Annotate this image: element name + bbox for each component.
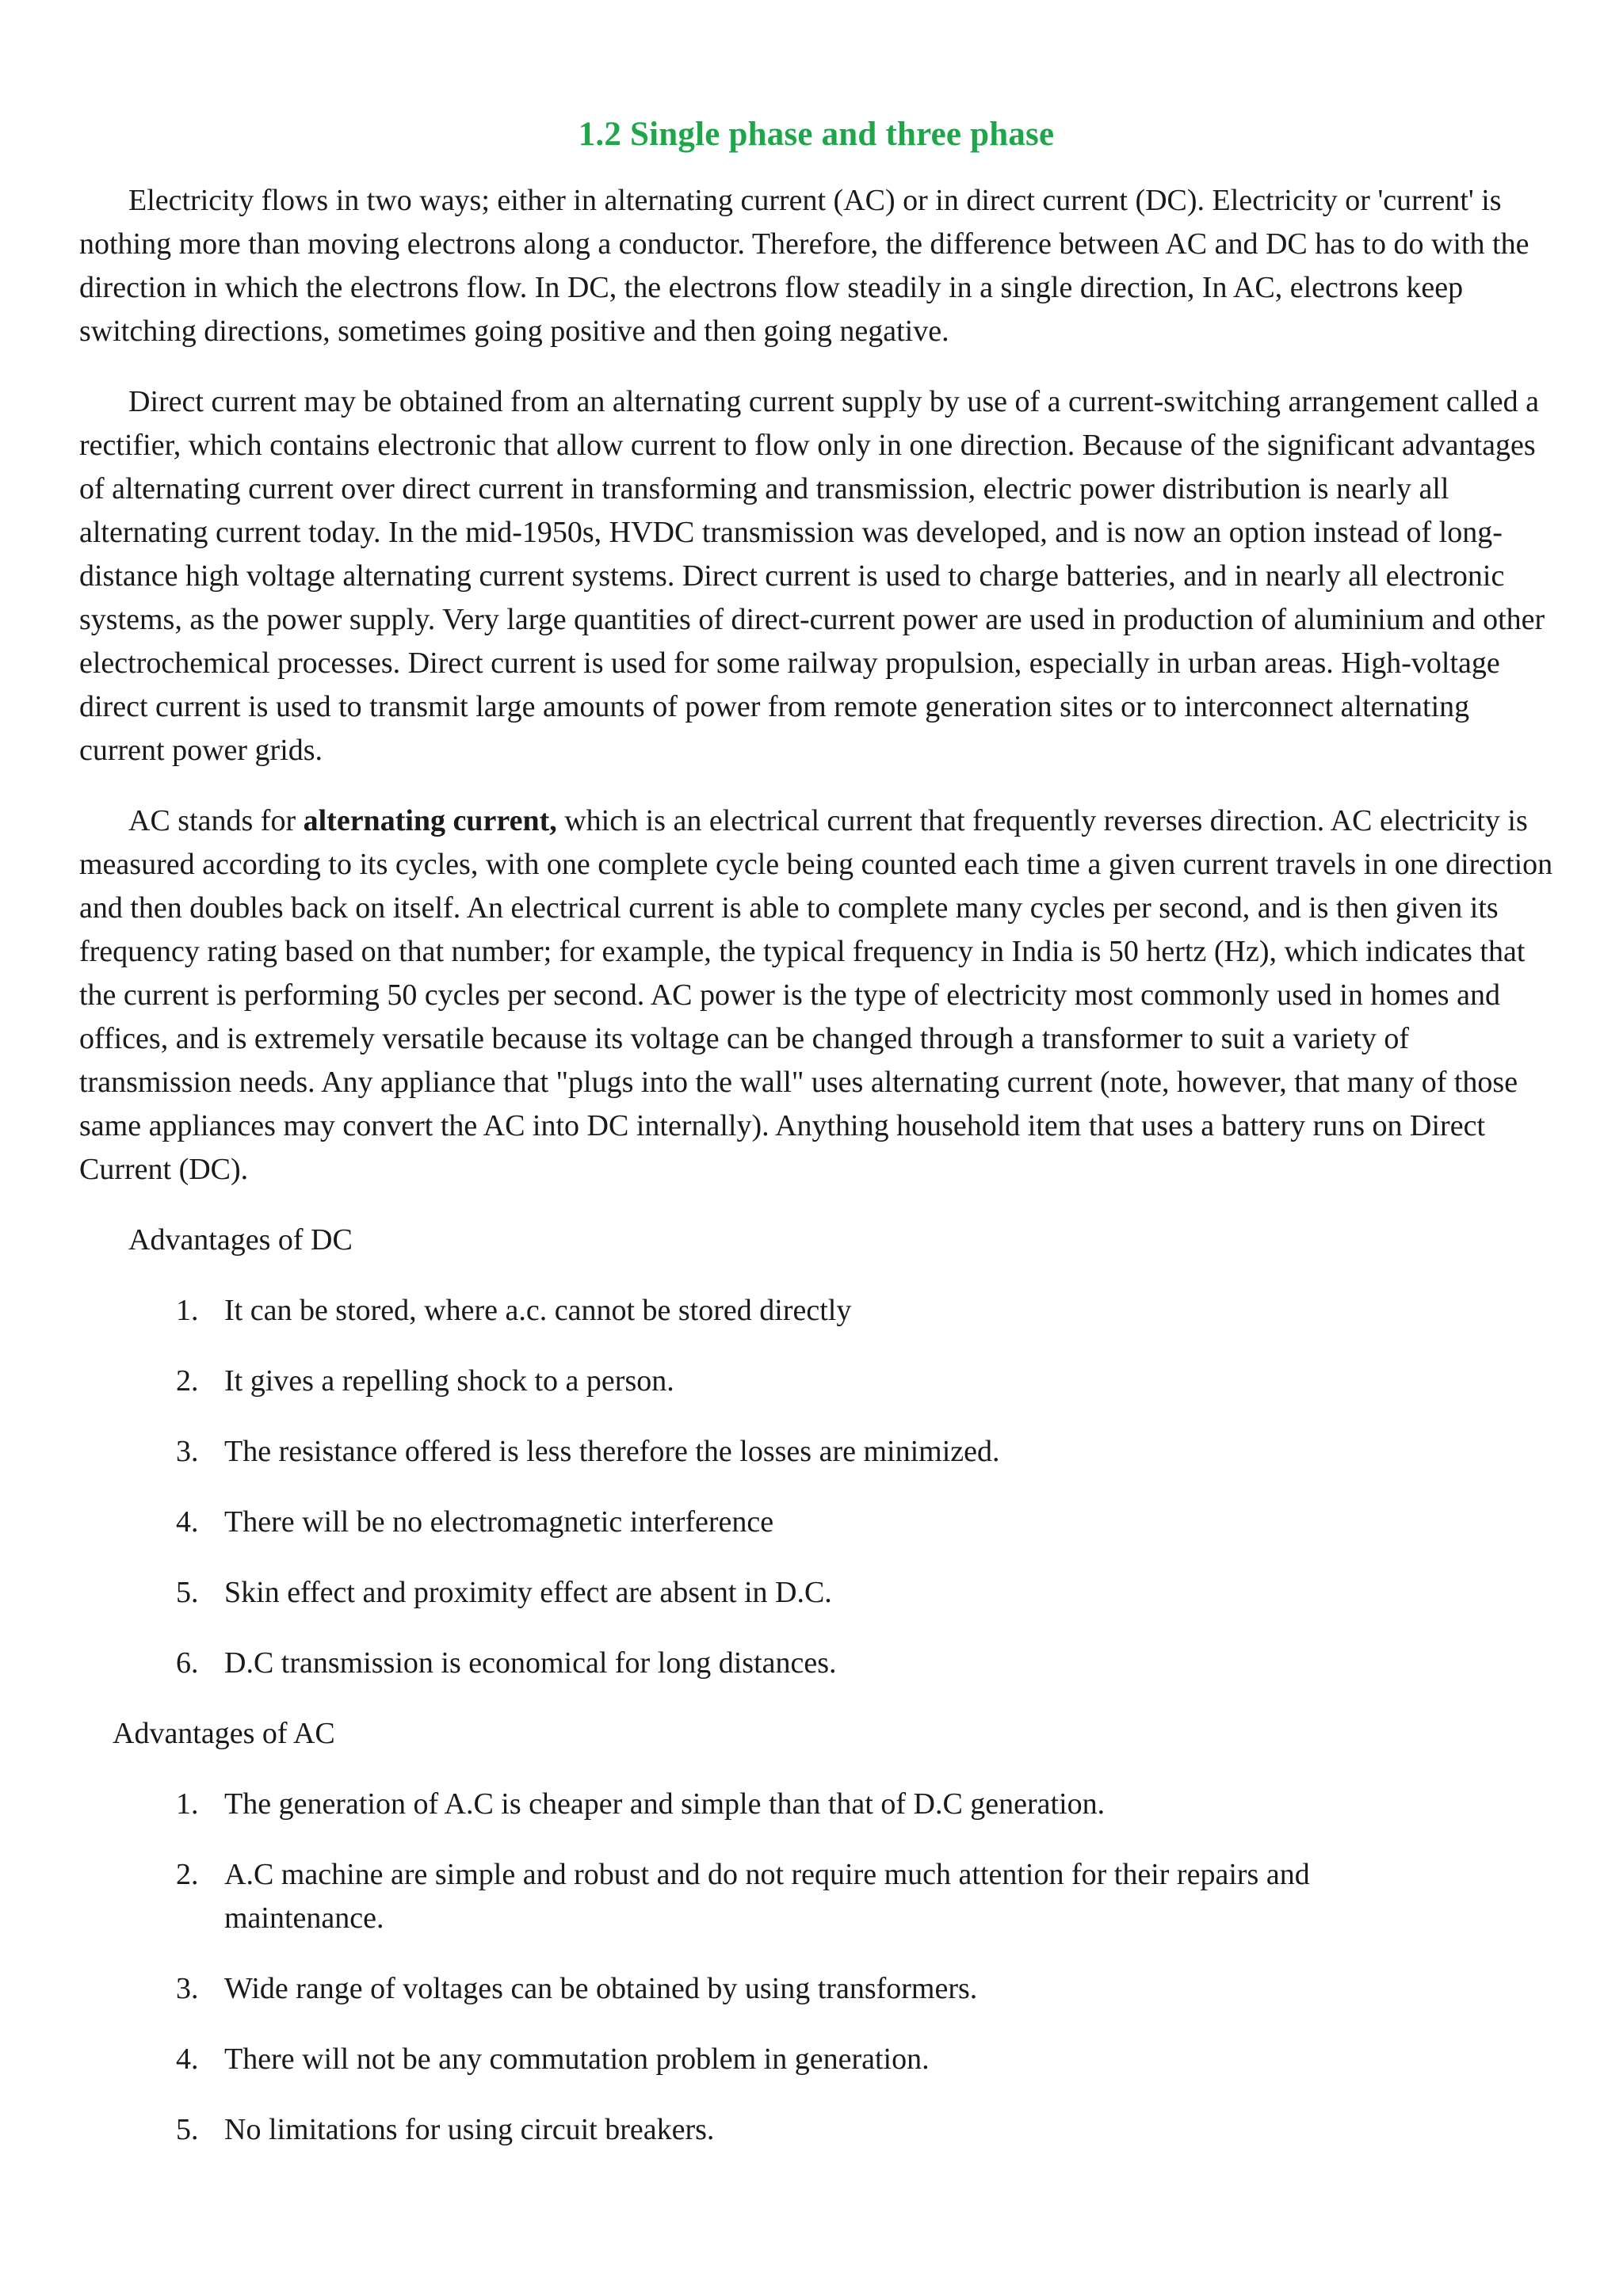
document-page	[79, 111, 1553, 2179]
list-number: 1.	[176, 1294, 199, 1327]
list-item	[79, 1853, 1413, 1940]
list-number: 3.	[176, 1972, 199, 2005]
list-text: It can be stored, where a.c. cannot be stored directly	[224, 1294, 852, 1327]
paragraph-alternating-current	[79, 799, 1553, 1192]
list-item	[79, 1642, 1413, 1685]
list-number: 5.	[176, 1576, 199, 1609]
section-title: 1.2 Single phase and three phase	[578, 116, 1055, 153]
list-text: The resistance offered is less therefore the losses are minimized.	[224, 1435, 1000, 1468]
list-item	[79, 1289, 1413, 1333]
list-item	[79, 1360, 1413, 1403]
list-text: There will not be any commutation problem in generation.	[224, 2042, 930, 2076]
list-text: The generation of A.C is cheaper and simple than that of D.C generation.	[224, 1787, 1106, 1821]
dc-advantages-heading: Advantages of DC	[128, 1223, 353, 1257]
list-item	[79, 1501, 1413, 1544]
para3-lead: AC stands for	[128, 804, 304, 837]
list-text: A.C machine are simple and robust and do not require much attention for their repairs and maintenance.	[224, 1858, 1310, 1935]
list-item	[79, 2038, 1413, 2081]
list-item	[79, 1783, 1413, 1826]
paragraph-direct-current: Direct current may be obtained from an alternating current supply by use of a current-switching arrangement called a rectifier, which contains electronic that allow current to flow only in one direction. Because of the significant advantages of alternating current over direct current in transforming and transmission, electric power distribution is nearly all alternating current today. In the mid-1950s, HVDC transmission was developed, and is now an option instead of long-distance high voltage alternating current systems. Direct current is used to charge batteries, and in nearly all electronic systems, as the power supply. Very large quantities of direct-current power are used in production of aluminium and other electrochemical processes. Direct current is used for some railway propulsion, especially in urban areas. High-voltage direct current is used to transmit large amounts of power from remote generation sites or to interconnect alternating current power grids.	[79, 385, 1545, 767]
list-text: Skin effect and proximity effect are absent in D.C.	[224, 1576, 832, 1609]
list-text: D.C transmission is economical for long distances.	[224, 1646, 837, 1680]
list-number: 2.	[176, 1858, 199, 1891]
list-text: Wide range of voltages can be obtained by using transformers.	[224, 1972, 978, 2005]
list-number: 1.	[176, 1787, 199, 1821]
list-item	[79, 1571, 1413, 1615]
ac-advantages-list	[79, 1783, 1553, 2152]
list-item	[79, 1430, 1413, 1474]
list-text: No limitations for using circuit breakers.	[224, 2113, 715, 2146]
list-number: 6.	[176, 1646, 199, 1680]
ac-advantages-heading: Advantages of AC	[113, 1717, 335, 1750]
para3-bold-term: alternating current,	[303, 804, 557, 837]
list-number: 4.	[176, 2042, 199, 2076]
dc-advantages-list	[79, 1289, 1553, 1685]
list-number: 4.	[176, 1505, 199, 1539]
list-number: 3.	[176, 1435, 199, 1468]
list-item	[79, 1967, 1413, 2011]
list-text: It gives a repelling shock to a person.	[224, 1364, 674, 1398]
list-number: 2.	[176, 1364, 199, 1398]
list-text: There will be no electromagnetic interference	[224, 1505, 774, 1539]
paragraph-ac-dc-intro: Electricity flows in two ways; either in alternating current (AC) or in direct current (DC). Electricity or 'current' is nothing more than moving electrons along a conductor. Therefore, the difference between AC and DC has to do with the direction in which the electrons flow. In DC, the electrons flow steadily in a single direction, In AC, electrons keep switching directions, sometimes going positive and then going negative.	[79, 184, 1529, 348]
para3-rest: which is an electrical current that frequently reverses direction. AC electricity is measured according to its cycles, with one complete cycle being counted each time a given current travels in one direction and then doubles back on itself. An electrical current is able to complete many cycles per second, and is then given its frequency rating based on that number; for example, the typical frequency in India is 50 hertz (Hz), which indicates that the current is performing 50 cycles per second. AC power is the type of electricity most commonly used in homes and offices, and is extremely versatile because its voltage can be changed through a transformer to suit a variety of transmission needs. Any appliance that "plugs into the wall" uses alternating current (note, however, that many of those same appliances may convert the AC into DC internally). Anything household item that uses a battery runs on Direct Current (DC).	[79, 804, 1553, 1186]
list-number: 5.	[176, 2113, 199, 2146]
list-item	[79, 2108, 1413, 2152]
